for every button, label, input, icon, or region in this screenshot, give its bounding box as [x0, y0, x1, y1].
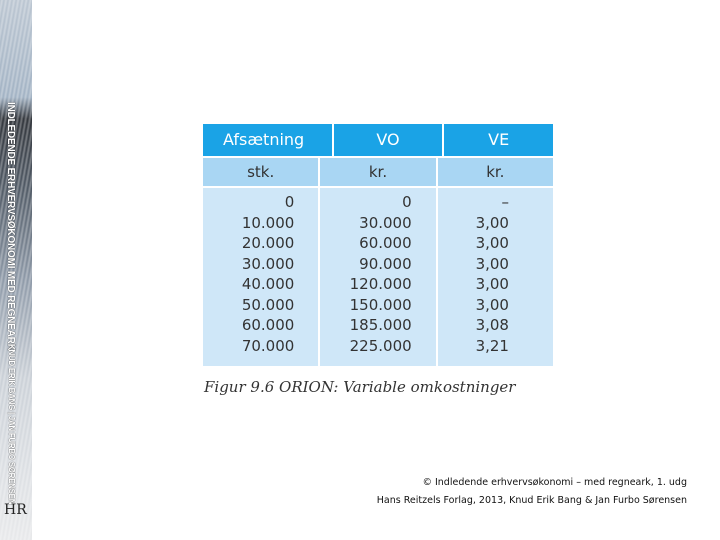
table-cell: 60.000	[359, 234, 412, 252]
unit-ve: kr.	[438, 158, 553, 186]
column-ve	[438, 188, 553, 366]
table-cell: –	[501, 193, 509, 211]
table-cell: 70.000	[241, 336, 295, 355]
table-cell: 3,00	[475, 254, 509, 273]
header-vo: VO	[334, 124, 445, 156]
table-cell: 3,21	[475, 336, 509, 355]
table-cell: 10.000	[241, 213, 295, 232]
column-vo	[320, 188, 437, 366]
header-afsaetning: Afsætning	[203, 124, 334, 156]
copyright-line-1: © Indledende erhvervsøkonomi – med regneark, 1. udg	[422, 477, 687, 488]
table-cell: 3,00	[475, 295, 509, 314]
table-units-row	[203, 158, 553, 186]
table-cell: 90.000	[359, 254, 412, 273]
table-cell: 0	[402, 193, 412, 211]
table-cell: 120.000	[349, 275, 412, 293]
table-cell: 30.000	[359, 213, 412, 232]
table-cell: 50.000	[241, 295, 295, 314]
unit-vo: kr.	[320, 158, 437, 186]
spine-authors: KNUD ERIK BANG | JAN FURBO SØRENSEN	[7, 344, 16, 505]
table-cell: 3,00	[475, 213, 509, 232]
table-cell: 60.000	[241, 316, 295, 334]
table-cell: 185.000	[349, 316, 412, 334]
publisher-logo: HR	[4, 502, 27, 518]
copyright-notice	[377, 474, 687, 510]
table-cell: 3,08	[475, 316, 509, 334]
header-ve: VE	[444, 124, 553, 156]
table-cell: 20.000	[241, 234, 295, 252]
table-cell: 3,00	[475, 234, 509, 252]
table-cell: 3,00	[475, 275, 509, 293]
figure-caption: Figur 9.6 ORION: Variable omkostninger	[204, 378, 516, 396]
copyright-line-2: Hans Reitzels Forlag, 2013, Knud Erik Bang & Jan Furbo Sørensen	[376, 495, 687, 506]
table-cell: 40.000	[241, 275, 295, 293]
table-cell: 30.000	[241, 254, 295, 273]
table-cell: 225.000	[349, 336, 412, 355]
spine-title: INDLEDENDE ERHVERVSØKONOMI MED REGNEARK	[5, 102, 16, 351]
column-afsaetning	[203, 188, 320, 366]
table-cell: 0	[284, 193, 295, 211]
table-cell: 150.000	[349, 295, 412, 314]
table-header-row	[203, 124, 553, 156]
table-body	[203, 188, 553, 366]
cost-table	[203, 124, 553, 366]
book-spine-image	[0, 0, 32, 540]
unit-afsaetning: stk.	[203, 158, 320, 186]
